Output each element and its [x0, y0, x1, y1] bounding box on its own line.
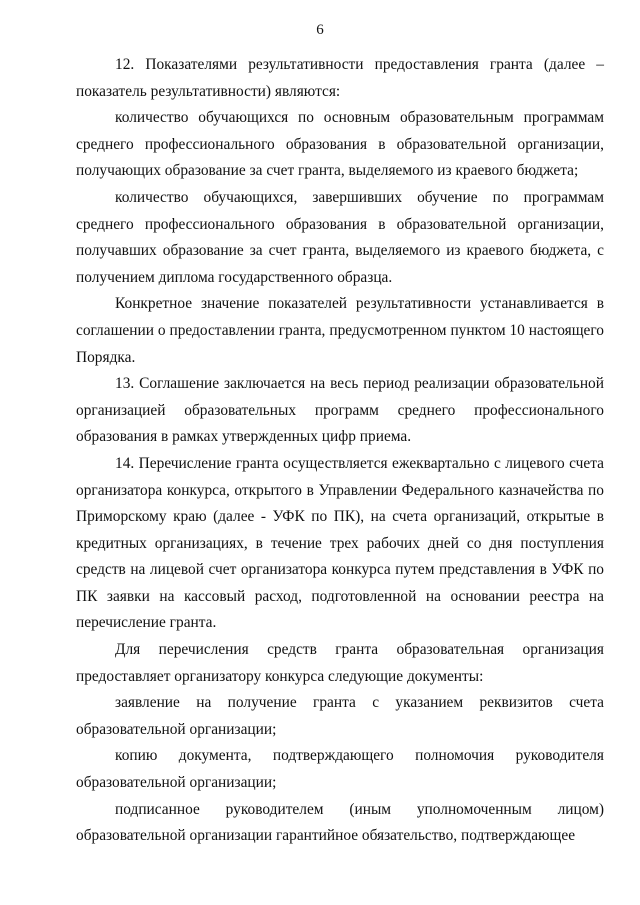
paragraph-indicator-graduates-count: количество обучающихся, завершивших обучение по программам среднего профессионального образования в образовательной организации, получавших образование за счет гранта, выделяемого из краевого бюджета, с получением диплома государственного образца. [76, 188, 604, 286]
paragraph-document-authority-copy: копию документа, подтверждающего полномочия руководителя образовательной организации; [76, 747, 604, 792]
paragraph-indicator-students-count: количество обучающихся по основным образовательным программам среднего профессионального образования в образовательной организации, получающих образование за счет гранта, выделяемого из краевого бюджета; [76, 109, 604, 180]
paragraph-document-guarantee: подписанное руководителем (иным уполномоченным лицом) образовательной организации гарантийное обязательство, подтверждающее [76, 800, 604, 845]
paragraph-12-indicators: 12. Показателями результативности предоставления гранта (далее – показатель результативности) являются: [76, 56, 604, 100]
document-body [76, 52, 604, 850]
paragraph-document-application: заявление на получение гранта с указанием реквизитов счета образовательной организации; [76, 694, 604, 738]
page-number: 6 [316, 22, 324, 38]
paragraph-14-transfer: 14. Перечисление гранта осуществляется ежеквартально с лицевого счета организатора конкурса, открытого в Управлении Федерального казначейства по Приморскому краю (далее - УФК по ПК), на счета организаций, открытые в кредитных организациях, в течение трех рабочих дней со дня поступления средств на лицевой счет организатора конкурса путем представления в УФК по ПК заявки на кассовый расход, подготовленной на основании реестра на перечисление гранта. [76, 454, 604, 632]
paragraph-13-agreement: 13. Соглашение заключается на весь период реализации образовательной организацией образовательных программ среднего профессионального образования в рамках утвержденных цифр приема. [76, 375, 604, 446]
paragraph-documents-intro: Для перечисления средств гранта образовательная организация предоставляет организатору конкурса следующие документы: [76, 641, 604, 685]
paragraph-indicator-values: Конкретное значение показателей результативности устанавливается в соглашении о предоставлении гранта, предусмотренном пунктом 10 настоящего Порядка. [76, 295, 604, 366]
